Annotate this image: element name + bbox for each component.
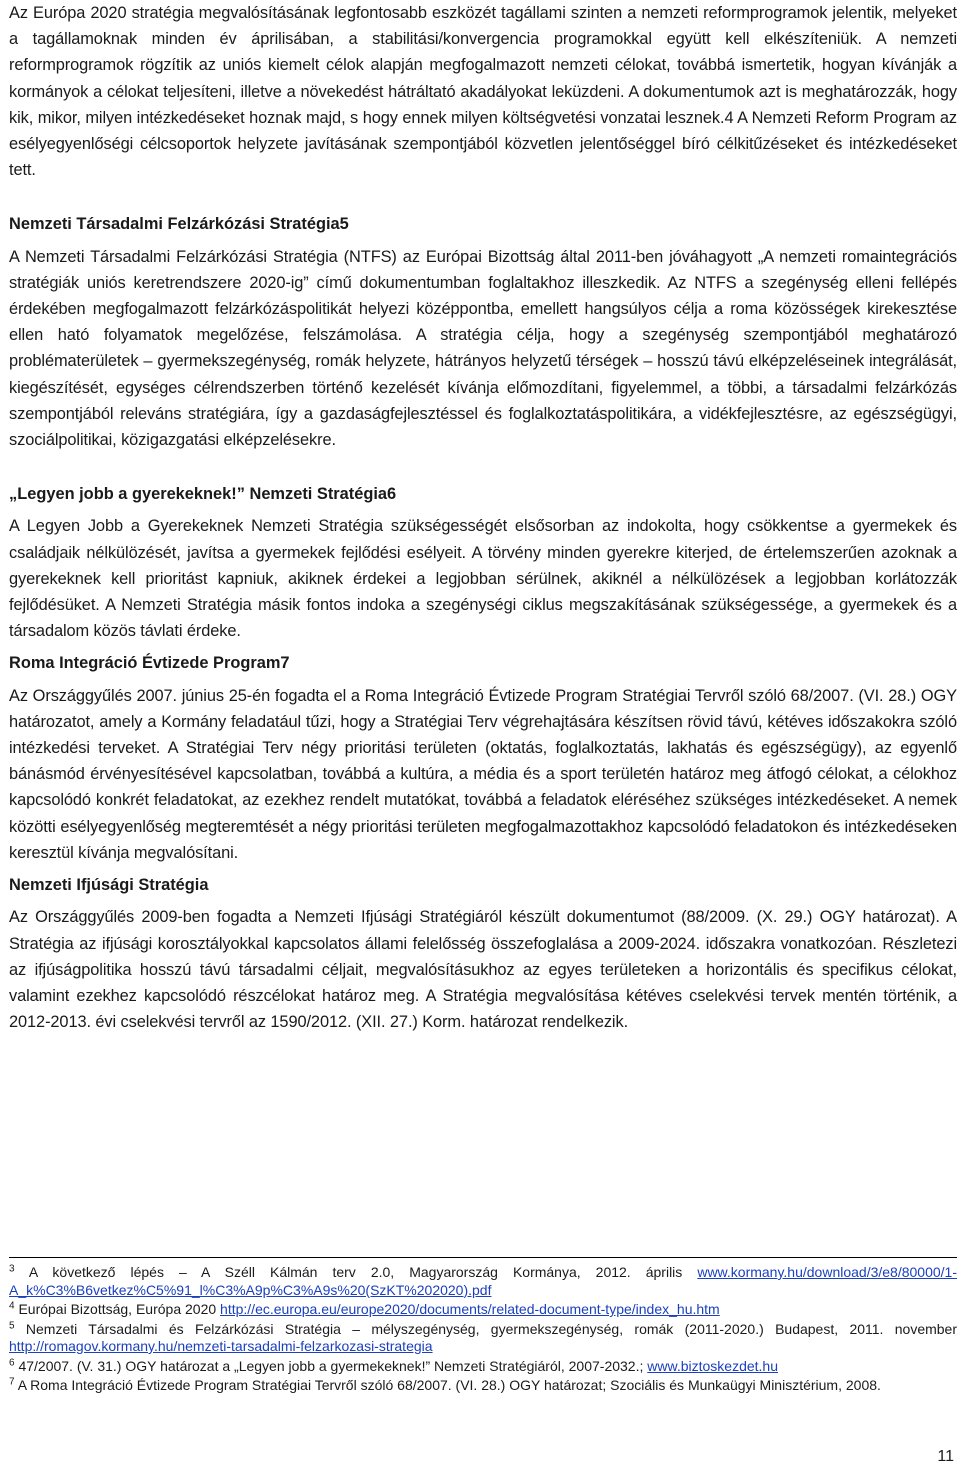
footnote-3-number: 3: [9, 1263, 15, 1275]
footnote-4-text: Európai Bizottság, Európa 2020: [18, 1301, 217, 1317]
ntfs-paragraph: A Nemzeti Társadalmi Felzárkózási Stratégia (NTFS) az Európai Bizottság által 2011-ben jóváhagyott „A nemzeti romaintegrációs stratégiák uniós keretrendszere 2020-ig” című dokumentumban foglaltakhoz illeszkedik. Az NTFS a szegénység elleni fellépés érdekében megfogalmazott felzárkózáspolitikát helyezi középpontba, emellett hangsúlyos célja a roma közösségek kirekesztése ellen ható folyamatok megelőzése, felszámolása. A stratégia célja, hogy a szegénység szempontjából meghatározó problématerületek – gyermekszegénység, romák helyzete, hátrányos helyzetű térségek – hosszú távú elképzeléseinek integrálását, kiegészítését, egységes célrendszerben történő kezelését kívánja előmozdítani, figyelemmel, a többi, a társadalmi felzárkózás szempontjából releváns stratégiára, így a gazdaságfejlesztéssel és foglalkoztatáspolitikára, a vidékfejlesztésre, az egészségügyi, szociálpolitikai, közigazgatási elképzelésekre.: [9, 247, 957, 450]
ifjusagi-heading: Nemzeti Ifjúsági Stratégia: [9, 876, 209, 895]
document-body: [9, 0, 957, 1035]
footnote-3-link[interactable]: www.kormany.hu/download/3/e8/80000/1-A_k%C3%B6vetkez%C5%91_l%C3%A9p%C3%A9s%20(SzKT%202020).pdf: [9, 1264, 958, 1298]
footnote-4-link[interactable]: http://ec.europa.eu/europe2020/documents/related-document-type/index_hu.htm: [220, 1301, 720, 1317]
footnote-6-number: 6: [9, 1356, 15, 1368]
roma-paragraph: Az Országgyűlés 2007. június 25-én fogadta el a Roma Integráció Évtizede Program Stratégiai Tervről szóló 68/2007. (VI. 28.) OGY határozatot, amely a Kormány feladatául tűzi, hogy a Stratégiai Terv végrehajtására készítsen rövid távú, kétéves időszakokra szóló intézkedési terveket. A Stratégiai Terv négy prioritási területen (oktatás, foglalkoztatás, lakhatás és egészségügy), az egyenlő bánásmód érvényesítésével kapcsolatban, továbbá a kultúra, a média és a sport területén határoz meg átfogó célokat, a célokhoz kapcsolódó konkrét feladatokat, az ezekhez rendelt mutatókat, továbbá a feladatok eléréséhez szükséges intézkedéseket. A nemek közötti esélyegyenlőség megteremtését a négy prioritási területen megfogalmazottakhoz kapcsolódó feladatokon és intézkedéseken keresztül kívánja megvalósítani.: [9, 686, 957, 862]
footnote-6-link[interactable]: www.biztoskezdet.hu: [647, 1357, 778, 1374]
ifjusagi-paragraph: Az Országgyűlés 2009-ben fogadta a Nemzeti Ifjúsági Stratégiáról készült dokumentumot (88/2009. (X. 29.) OGY határozat). A Stratégia az ifjúsági korosztályokkal kapcsolatos állami felelősség összefoglalása a 2009-2024. időszakra vonatkozóan. Részletezi az ifjúságpolitika hosszú távú társadalmi céljait, megvalósításukhoz az egyes területeken a horizontális és specifikus célokat, valamint ezekhez kapcsolódó részcélokat határoz meg. A Stratégia megvalósítása kétéves cselekvési tervek mentén történik, a 2012-2013. évi cselekvési tervről az 1590/2012. (XII. 27.) Korm. határozat rendelkezik.: [9, 908, 957, 1032]
legyen-paragraph: A Legyen Jobb a Gyerekeknek Nemzeti Stratégia szükségességét elsősorban az indokolta, hogy csökkentse a gyermekek és családjaik nélkülözését, javítsa a gyermekek fejlődési esélyeit. A törvény minden gyerekre kiterjed, de értelemszerűen azoknak a gyerekeknek kell prioritást kapniuk, akiknek érdekei a legjobban sérülnek, akiknél a nélkülözések a legjobban korlátozzák fejlődésüket. A Nemzeti Stratégia másik fontos indoka a szegénységi ciklus megszakításának szükségessége, a gyermekek és a társadalom közös távlati érdeke.: [9, 517, 957, 641]
footnote-3-text: A következő lépés – A Széll Kálmán terv 2.0, Magyarország Kormánya, 2012. április: [28, 1264, 683, 1280]
page-number: 11: [937, 1448, 954, 1465]
footnote-6: [9, 1358, 957, 1376]
footnote-7-number: 7: [9, 1376, 15, 1388]
roma-heading: Roma Integráció Évtizede Program7: [9, 654, 290, 673]
footnotes: [9, 1257, 957, 1397]
intro-paragraph: Az Európa 2020 stratégia megvalósításának legfontosabb eszközét tagállami szinten a nemzeti reformprogramok jelentik, melyeket a tagállamoknak minden év áprilisában, a stabilitási/konvergencia programokkal együtt kell elkészíteniük. A nemzeti reformprogramok rögzítik az uniós kiemelt célok alapján megfogalmazott nemzeti célokat, továbbá ismertetik, hogyan kívánják a kormányok a célokat teljesíteni, illetve a növekedést hátráltató akadályokat leküzdeni. A dokumentumok azt is meghatározzák, hogy kik, mikor, milyen intézkedéseket hoznak majd, s hogy ennek milyen költségvetési vonzatai lesznek.4 A Nemzeti Reform Program az esélyegyenlőségi célcsoportok helyzete javításának szempontjából közvetlen jelentőséggel bíró célkitűzéseket és intézkedéseket tett.: [9, 4, 957, 180]
footnote-4-number: 4: [9, 1300, 15, 1312]
footnote-5-text: Nemzeti Társadalmi és Felzárkózási Stratégia – mélyszegénység, gyermekszegénység, romák (2011-2020.) Budapest, 2011. november: [25, 1320, 958, 1337]
footnote-4: [9, 1301, 957, 1319]
footnote-6-text: 47/2007. (V. 31.) OGY határozat a „Legyen jobb a gyermekeknek!” Nemzeti Stratégiáról, 2007-2032.;: [18, 1357, 644, 1374]
footnote-5-number: 5: [9, 1319, 15, 1331]
footnote-5-link[interactable]: http://romagov.kormany.hu/nemzeti-tarsadalmi-felzarkozasi-strategia: [9, 1338, 433, 1354]
ntfs-heading: Nemzeti Társadalmi Felzárkózási Stratégia5: [9, 215, 349, 234]
footnote-7: [9, 1377, 957, 1395]
legyen-heading: „Legyen jobb a gyerekeknek!” Nemzeti Stratégia6: [9, 485, 397, 504]
footnote-7-text: A Roma Integráció Évtizede Program Stratégiai Tervről szóló 68/2007. (VI. 28.) OGY határozat; Szociális és Munkaügyi Minisztérium, 2008.: [17, 1377, 881, 1393]
footnote-5: [9, 1321, 957, 1356]
footnote-3: [9, 1264, 957, 1299]
footnote-divider: [9, 1257, 957, 1258]
